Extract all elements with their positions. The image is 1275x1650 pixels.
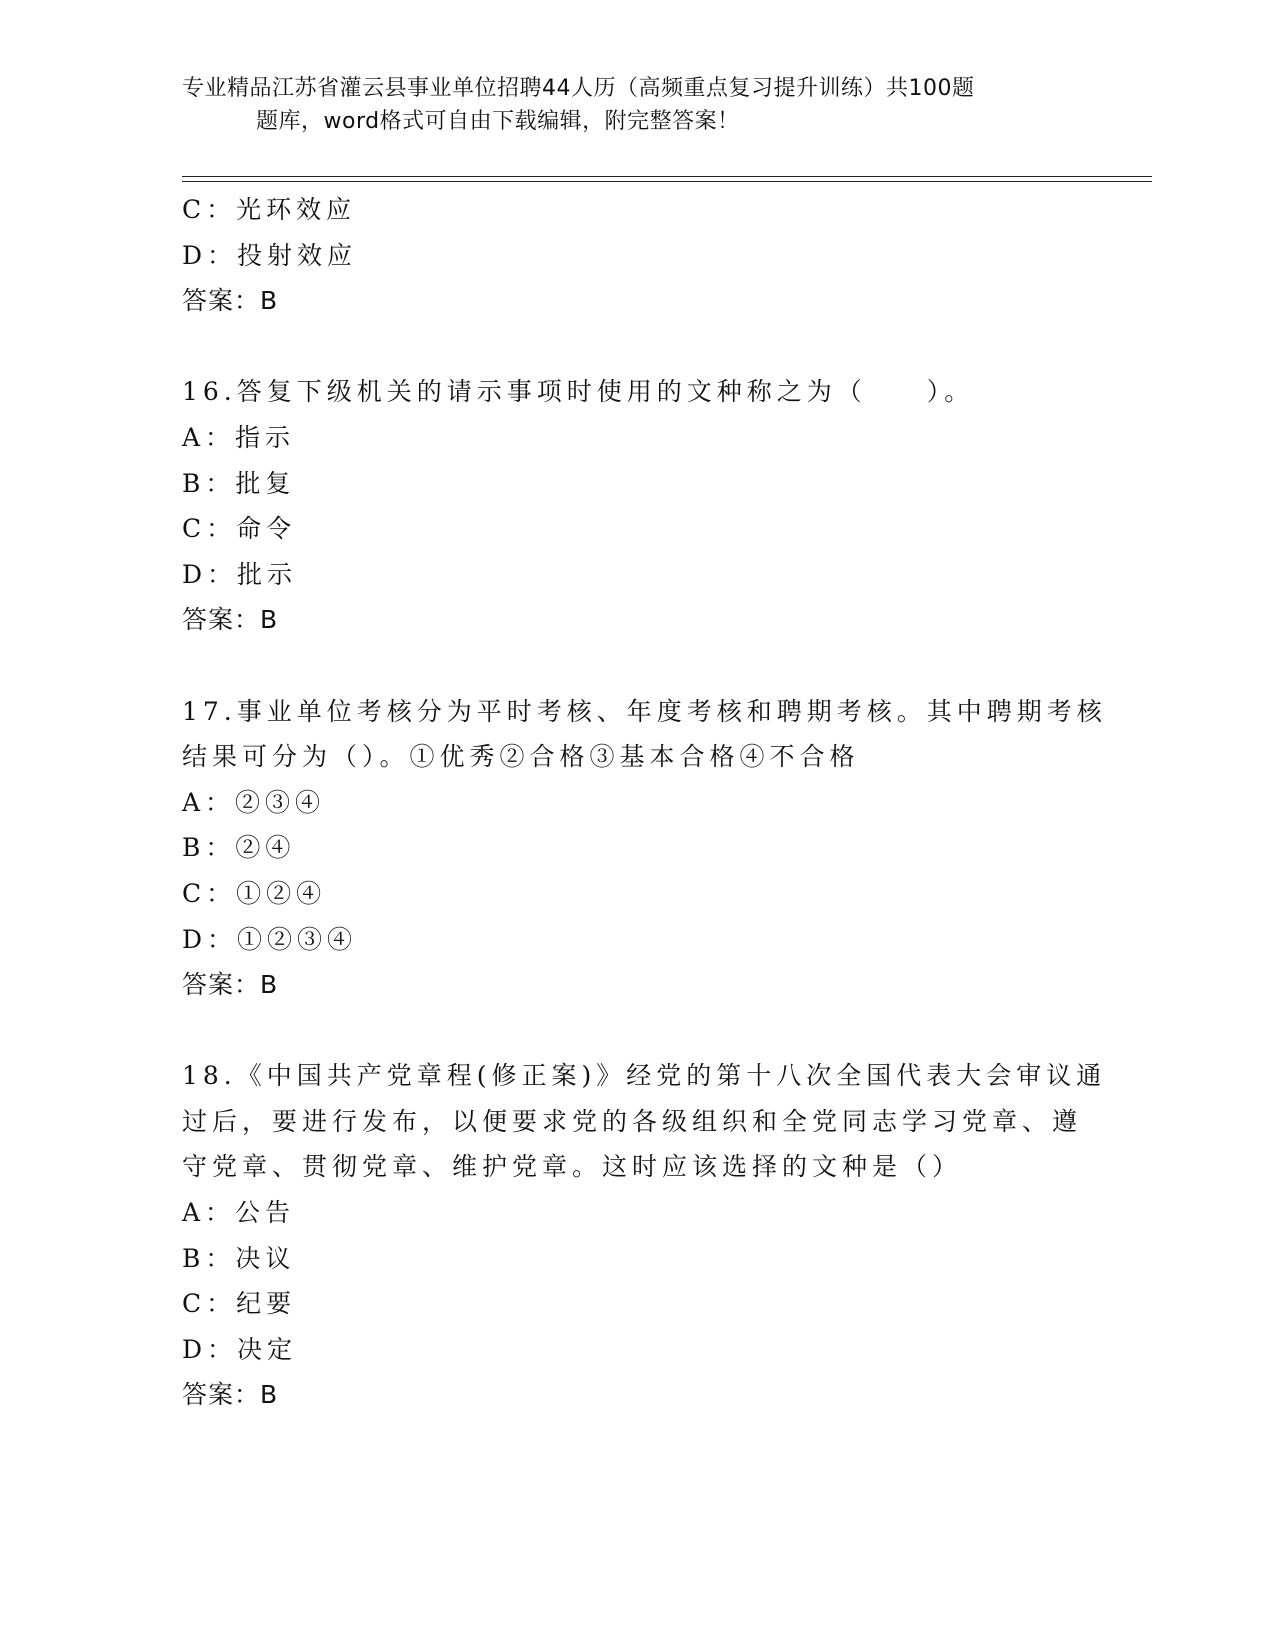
option-d: D：投射效应 [182,240,358,270]
spacer [182,1008,1082,1054]
question-15-tail [182,187,1082,324]
spacer [182,643,1082,689]
question-17 [182,689,1107,1008]
header-divider-bottom [182,181,1152,182]
option-c: C：命令 [182,514,297,544]
question-text: 17.事业单位考核分为平时考核、年度考核和聘期考核。其中聘期考核 [182,696,1107,726]
option-c: C：①②④ [182,878,327,908]
document-header [182,72,1082,138]
answer-line: 答案：B [182,1380,279,1410]
answer-line: 答案：B [182,970,279,1000]
option-d: D：批示 [182,559,298,589]
question-text: 18.《中国共产党章程(修正案)》经党的第十八次全国代表大会审议通 [182,1061,1107,1091]
option-b: B：②④ [182,833,296,863]
option-a: A：公告 [182,1198,296,1228]
header-title-line-2: 题库，word格式可自由下载编辑，附完整答案！ [256,109,740,134]
option-d: D：①②③④ [182,924,358,954]
question-text: 结果可分为（）。①优秀②合格③基本合格④不合格 [182,742,860,772]
option-a: A：指示 [182,422,296,452]
question-list [182,187,1107,1418]
option-a: A：②③④ [182,787,326,817]
option-d: D：决定 [182,1334,298,1364]
answer-line: 答案：B [182,286,279,316]
spacer [182,324,1082,370]
question-text: 守党章、贯彻党章、维护党章。这时应该选择的文种是（） [182,1152,963,1182]
header-divider-top [182,176,1152,177]
option-c: C：光环效应 [182,195,357,224]
question-18 [182,1053,1107,1418]
option-b: B：决议 [182,1243,296,1273]
question-16 [182,369,1082,643]
answer-line: 答案：B [182,605,279,635]
question-text: 过后，要进行发布，以便要求党的各级组织和全党同志学习党章、遵 [182,1106,1083,1136]
question-text: 16.答复下级机关的请示事项时使用的文种称之为（ ）。 [182,377,975,407]
option-b: B：批复 [182,468,296,498]
option-c: C：纪要 [182,1289,297,1319]
header-title-line-1: 专业精品江苏省灌云县事业单位招聘44人历（高频重点复习提升训练）共100题 [182,76,975,101]
